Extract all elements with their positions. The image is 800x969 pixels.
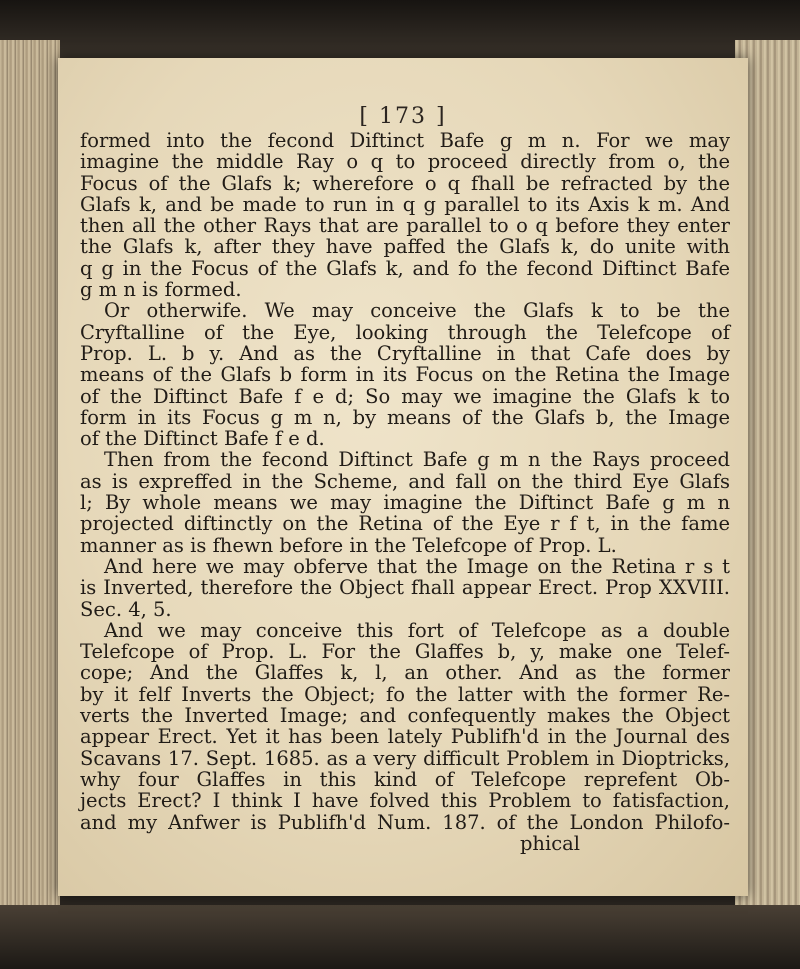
- text-line: as is expreffed in the Scheme, and fall on the third Eye Glafs: [80, 469, 730, 493]
- text-line: q g in the Focus of the Glafs k, and fo the fecond Diftinct Bafe: [80, 256, 730, 280]
- text-line: of the Diftinct Bafe f e d; So may we imagine the Glafs k to: [80, 384, 730, 408]
- text-line: the Glafs k, after they have paffed the Glafs k, do unite with: [80, 235, 730, 259]
- text-line: Telefcope of Prop. L. For the Glaffes b, y, make one Telef-: [80, 640, 730, 664]
- scan-backdrop-bottom: [0, 905, 800, 969]
- text-line: projected diftinctly on the Retina of the Eye r f t, in the fame: [80, 512, 730, 536]
- text-line: Sec. 4, 5.: [80, 597, 172, 621]
- page-number: [ 173 ]: [359, 104, 447, 129]
- text-line: imagine the middle Ray o q to proceed directly from o, the: [80, 150, 730, 174]
- body-text: [80, 130, 730, 854]
- text-line: is Inverted, therefore the Object fhall appear Erect. Prop XXVIII.: [80, 576, 730, 600]
- text-line: by it felf Inverts the Object; fo the latter with the former Re-: [80, 682, 730, 706]
- scan-backdrop-top: [0, 0, 800, 60]
- text-line: jects Erect? I think I have folved this Problem to fatisfaction,: [80, 789, 730, 813]
- book-page: [58, 58, 748, 896]
- text-line: manner as is fhewn before in the Telefcope of Prop. L.: [80, 533, 617, 557]
- text-line: why four Glaffes in this kind of Telefcope reprefent Ob-: [80, 767, 730, 791]
- text-line: g m n is formed.: [80, 278, 242, 302]
- text-line: Cryftalline of the Eye, looking through the Telefcope of: [80, 320, 730, 344]
- text-line: formed into the fecond Diftinct Bafe g m n. For we may: [80, 129, 730, 152]
- text-line: cope; And the Glaffes k, l, an other. And as the former: [80, 661, 730, 685]
- text-line: means of the Glafs b form in its Focus on the Retina the Image: [80, 363, 730, 387]
- text-line: and my Anfwer is Publifh'd Num. 187. of the London Philofo-: [80, 810, 730, 834]
- text-line: Then from the fecond Diftinct Bafe g m n the Rays proceed: [104, 448, 730, 472]
- text-line: appear Erect. Yet it has been lately Publifh'd in the Journal des: [80, 725, 730, 749]
- text-line: Glafs k, and be made to run in q g parallel to its Axis k m. And: [80, 192, 730, 216]
- text-line: l; By whole means we may imagine the Diftinct Bafe g m n: [80, 491, 730, 515]
- text-line: of the Diftinct Bafe f e d.: [80, 427, 325, 451]
- text-line: And we may conceive this fort of Telefcope as a double: [104, 618, 730, 642]
- text-line: verts the Inverted Image; and confequently makes the Object: [80, 704, 730, 728]
- text-line: Or otherwife. We may conceive the Glafs k to be the: [104, 299, 730, 323]
- text-line: Prop. L. b y. And as the Cryftalline in that Cafe does by: [80, 341, 730, 365]
- text-line: Focus of the Glafs k; wherefore o q fhall be refracted by the: [80, 171, 730, 195]
- text-line: And here we may obferve that the Image on the Retina r s t: [104, 554, 730, 578]
- book-fore-edge-left: [0, 40, 60, 920]
- text-line: Scavans 17. Sept. 1685. as a very difficult Problem in Dioptricks,: [80, 746, 730, 770]
- text-line: form in its Focus g m n, by means of the Glafs b, the Image: [80, 405, 730, 429]
- text-line: then all the other Rays that are parallel to o q before they enter: [80, 214, 730, 238]
- catchword: phical: [519, 831, 580, 855]
